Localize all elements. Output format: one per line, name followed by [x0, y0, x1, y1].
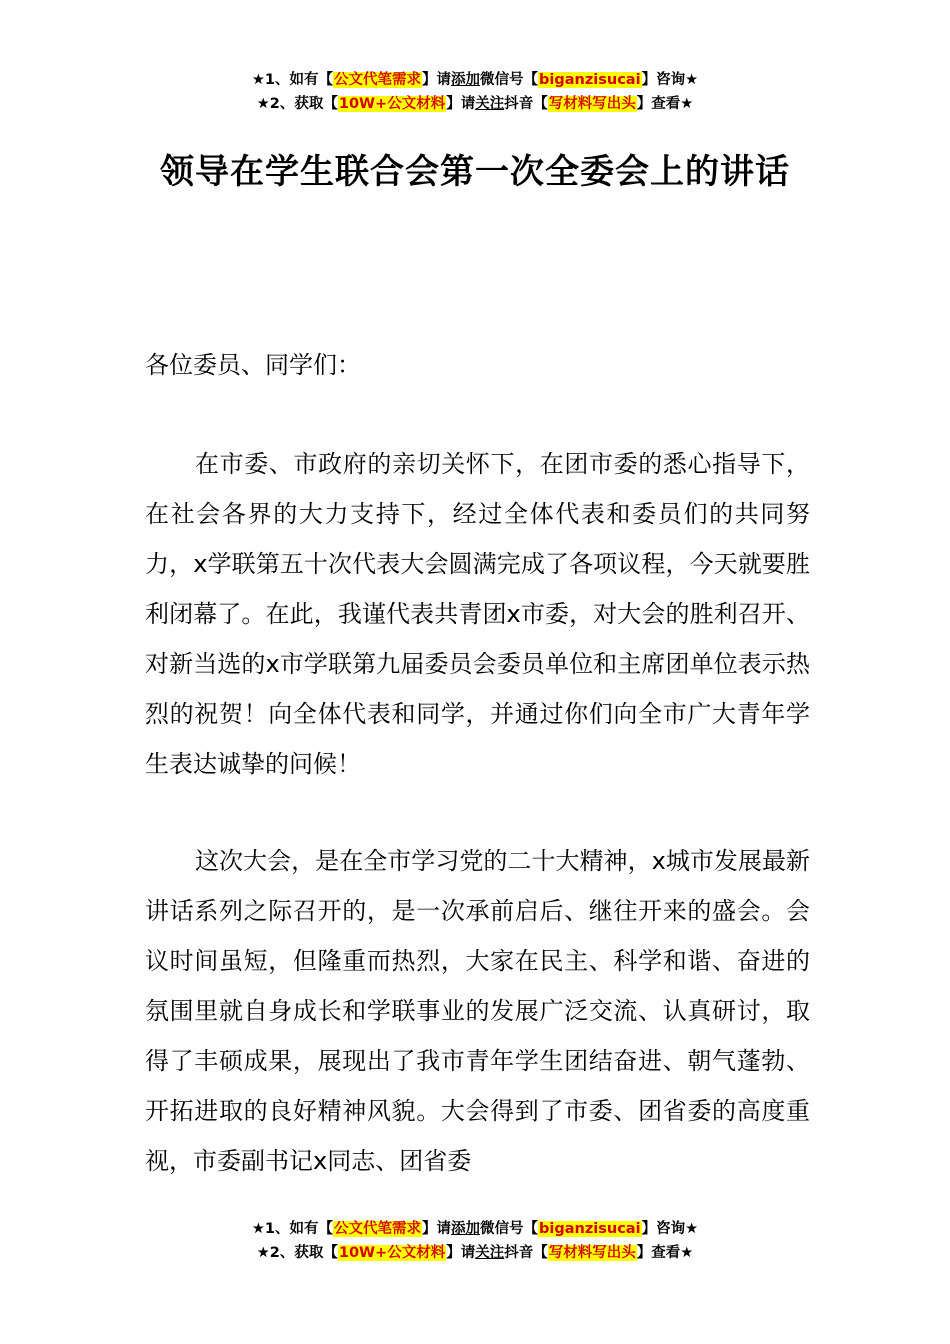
banner-highlight: 10W+公文材料 [338, 96, 446, 112]
banner-text: 】请 [422, 72, 452, 88]
banner-line-1 [0, 68, 950, 92]
banner-text: 】咨询★ [641, 1221, 699, 1237]
top-banner [0, 68, 950, 116]
banner-underline-text: 添加 [451, 1221, 481, 1237]
banner-text: ★1、如有【 [251, 1221, 334, 1237]
body-paragraph-2: 这次大会，是在全市学习党的二十大精神，x城市发展最新讲话系列之际召开的，是一次承前启后、继往开来的盛会。会议时间虽短，但隆重而热烈，大家在民主、科学和谐、奋进的氛围里就自身成长和学联事业的发展广泛交流、认真研讨，取得了丰硕成果，展现出了我市青年学生团结奋进、朝气蓬勃、开拓进取的良好精神风貌。大会得到了市委、团省委的高度重视，市委副书记x同志、团省委 [145, 847, 810, 1175]
banner-text: ★2、获取【 [256, 96, 338, 112]
salutation: 各位委员、同学们： [145, 351, 361, 379]
banner-text: 抖音【 [504, 1245, 548, 1261]
banner-text: 】查看★ [636, 96, 694, 112]
banner-text: ★1、如有【 [251, 72, 334, 88]
banner-text: 】请 [446, 96, 476, 112]
banner-highlight: biganzisucai [539, 1221, 641, 1237]
banner-highlight: 10W+公文材料 [338, 1245, 446, 1261]
banner-text: ★2、获取【 [256, 1245, 338, 1261]
banner-underline-text: 关注 [475, 96, 505, 112]
banner-text: 】请 [446, 1245, 476, 1261]
banner-text: 】查看★ [636, 1245, 694, 1261]
banner-text: 微信号【 [480, 72, 539, 88]
banner-line-1 [0, 1217, 950, 1241]
banner-highlight: 写材料写出头 [548, 96, 636, 112]
body-paragraph-1: 在市委、市政府的亲切关怀下，在团市委的悉心指导下，在社会各界的大力支持下，经过全体代表和委员们的共同努力，x学联第五十次代表大会圆满完成了各项议程，今天就要胜利闭幕了。在此，我谨代表共青团x市委，对大会的胜利召开、对新当选的x市学联第九届委员会委员单位和主席团单位表示热烈的祝贺！向全体代表和同学，并通过你们向全市广大青年学生表达诚挚的问候！ [145, 450, 810, 778]
banner-text: 抖音【 [504, 96, 548, 112]
banner-line-2 [0, 1241, 950, 1265]
banner-text: 微信号【 [480, 1221, 539, 1237]
banner-highlight: 公文代笔需求 [334, 72, 422, 88]
banner-underline-text: 添加 [451, 72, 481, 88]
document-title: 领导在学生联合会第一次全委会上的讲话 [160, 152, 790, 192]
bottom-banner [0, 1217, 950, 1265]
banner-highlight: biganzisucai [539, 72, 641, 88]
banner-text: 】请 [422, 1221, 452, 1237]
banner-line-2 [0, 92, 950, 116]
banner-underline-text: 关注 [475, 1245, 505, 1261]
banner-highlight: 写材料写出头 [548, 1245, 636, 1261]
banner-highlight: 公文代笔需求 [334, 1221, 422, 1237]
banner-text: 】咨询★ [641, 72, 699, 88]
